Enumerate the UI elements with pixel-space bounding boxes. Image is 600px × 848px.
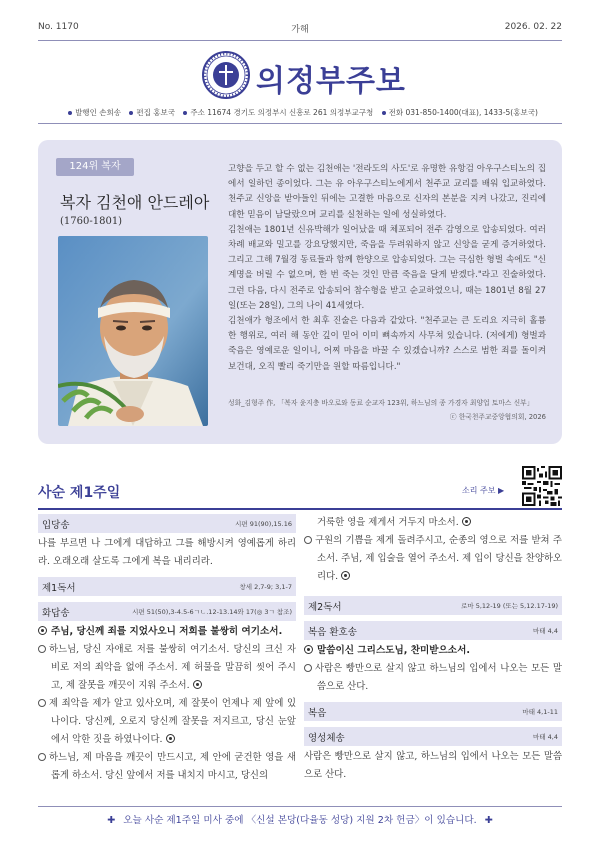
bio-paragraph: 고향을 두고 할 수 없는 김천애는 '전라도의 사도'로 유명한 유항검 아우구스티노의 집에서 일하던 종이었다. 그는 유 아우구스티노에게서 천주교 교리를 배워 입교하였다. 천주교 신앙을 받아들인 뒤에는 고결한 마음으로 신자의 본분을 지켜 나갔고, 진리에 대한 믿음이 남달랐으며 교리를 실천하는 일에 성실하였다. <box>228 164 546 220</box>
entrance-antiphon-text: 나를 부르면 나 그에게 대답하고 그를 해방시켜 영예롭게 하리라. 오래오래 살도록 그에게 복을 내리리라. <box>38 538 296 567</box>
section-name: 입당송 <box>42 520 70 531</box>
section-name: 제1독서 <box>42 583 76 594</box>
issue-number: No. 1170 <box>38 22 79 32</box>
phone: 전화 031-850-1400(대표), 1433-5(홍보국) <box>388 108 538 117</box>
psalm-response: 주님, 당신께 죄를 지었사오니 저희를 불쌍히 여기소서. <box>38 621 296 641</box>
acclamation-verse: 사람은 빵만으로 살지 않고 하느님의 입에서 나오는 모든 말씀으로 산다. <box>304 660 562 696</box>
image-caption <box>228 396 546 424</box>
copyright: ⓒ 한국천주교중앙협의회, 2026 <box>449 413 546 421</box>
header-divider <box>38 40 562 41</box>
response-mark-icon <box>193 680 202 689</box>
header-divider-2 <box>38 123 562 124</box>
verse-circle-icon <box>38 645 46 653</box>
communion-antiphon-header <box>304 727 562 746</box>
publisher: 발행인 손희송 <box>75 108 121 117</box>
scripture-ref: 창세 2,7-9; 3,1-7 <box>239 583 292 591</box>
cross-icon: ✚ <box>107 815 116 826</box>
section-name: 제2독서 <box>308 602 342 613</box>
response-mark-icon <box>166 734 175 743</box>
scripture-ref: 마태 4,4 <box>533 627 558 635</box>
qr-code-icon[interactable] <box>522 466 562 506</box>
psalm-verse: 하느님, 제 마음을 깨끗이 만드시고, 제 안에 굳건한 영을 새롭게 하소서. 당신 앞에서 저를 내치지 마시고, 당신의 <box>38 749 296 785</box>
saint-badge: 124위 복자 <box>56 158 134 176</box>
verse-circle-icon <box>38 699 46 707</box>
liturgy-right-column <box>304 514 562 784</box>
notice-text: 오늘 사순 제1주일 미사 중에 〈신설 본당(다율동 성당) 지원 2차 헌금〉이 있습니다. <box>123 815 477 826</box>
liturgy-left-column <box>38 514 296 785</box>
psalm-verse-continued: 거룩한 영을 제게서 거두지 마소서. <box>304 514 562 532</box>
response-mark-icon <box>38 626 47 635</box>
scripture-ref: 로마 5,12-19 (또는 5,12.17-19) <box>461 602 558 610</box>
liturgical-year: 가해 <box>291 25 309 35</box>
communion-antiphon-text: 사람은 빵만으로 살지 않고, 하느님의 입에서 나오는 모든 말씀으로 산다. <box>304 751 562 780</box>
caption-text: 성화_김형주 作, 「복자 윤지충 바오로와 동료 순교자 123위, 하느님의 종 가경자 최양업 토마스 신부」 <box>228 399 534 407</box>
saint-feature <box>38 140 562 444</box>
psalm-verse: 구원의 기쁨을 제게 돌려주시고, 순종의 영으로 저를 받쳐 주소서. 주님, 제 입술을 열어 주소서. 제 입이 당신을 찬양하오리다. <box>304 532 562 586</box>
diocese-seal-icon <box>201 50 251 100</box>
entrance-antiphon-header <box>38 514 296 533</box>
response-mark-icon <box>304 645 313 654</box>
saint-name: 복자 김천애 안드레아 <box>60 193 210 212</box>
responsorial-psalm-header <box>38 602 296 621</box>
scripture-ref: 마태 4,4 <box>533 733 558 741</box>
gospel-acclamation-header <box>304 621 562 640</box>
footer-notice <box>0 812 600 826</box>
issue-date: 2026. 02. 22 <box>504 22 562 32</box>
second-reading-header <box>304 596 562 615</box>
newsletter-title: 의정부주보 <box>256 64 406 99</box>
verse-circle-icon <box>304 536 312 544</box>
sunday-title: 사순 제1주일 <box>38 485 121 501</box>
scripture-ref: 시편 51(50),3-4.5-6ㄱㄴ.12-13.14와 17(◎ 3ㄱ 참조) <box>132 608 292 616</box>
footer-divider <box>38 806 562 807</box>
header-top <box>38 22 562 38</box>
response-mark-icon <box>341 571 350 580</box>
editor: 편집 홍보국 <box>136 108 175 117</box>
cross-icon: ✚ <box>484 815 493 826</box>
publisher-info <box>0 107 600 118</box>
first-reading-header <box>38 577 296 596</box>
response-mark-icon <box>462 517 471 526</box>
section-name: 복음 환호송 <box>308 627 357 638</box>
bio-paragraph: 김천애가 형조에서 한 최후 진술은 다음과 같았다. "천주교는 큰 도리요 지극히 홀륭한 행위로, 여러 해 동안 깊이 믿어 이미 뼈속까지 사무쳐 있습니다. (저에게) 형벌과 죽음은 영예로운 일이니, 어찌 마음을 바꿀 수 있겠습니까? 스스로 범한 죄를 돌이켜 보건대, 오직 빨리 죽기만을 원할 따름입니다." <box>228 316 546 372</box>
verse-circle-icon <box>38 753 46 761</box>
section-divider <box>38 508 562 510</box>
bio-paragraph: 김천애는 1801년 신유박해가 일어났을 때 체포되어 전주 감영으로 압송되었다. 여러 차례 배교와 밀고를 강요당했지만, 죽음을 두려워하지 않고 신앙을 굳게 증거하였다. 그리고 그해 7월경 동료들과 함께 한양으로 압송되었다. 그는 극심한 형벌 속에도 "신계명을 버릴 수 없으며, 한 번 죽는 것인 만큼 죽음을 달게 받겠다."라고 진술하였다. 그런 다음, 다시 전주로 압송되어 참수형을 받고 순교하였으니, 때는 1801년 8월 27일(또는 28일), 그의 나이 41세였다. <box>228 224 546 311</box>
verse-circle-icon <box>304 664 312 672</box>
section-name: 화답송 <box>42 608 70 619</box>
address: 주소 11674 경기도 의정부시 신흥로 261 의정부교구청 <box>190 108 374 117</box>
saint-portrait-image <box>58 236 208 426</box>
scripture-ref: 시편 91(90),15.16 <box>235 520 292 528</box>
psalm-verse: 제 죄악을 제가 알고 있사오며, 제 잘못이 언제나 제 앞에 있나이다. 당신께, 오로지 당신께 잘못을 저지르고, 당신 눈앞에서 악한 짓을 하였나이다. <box>38 695 296 749</box>
psalm-verse: 하느님, 당신 자애로 저를 불쌍히 여기소서. 당신의 크신 자비로 저의 죄악을 없애 주소서. 제 허물을 말끔히 씻어 주시고, 제 잘못을 깨끗이 지워 주소서. <box>38 641 296 695</box>
audio-bulletin-link[interactable]: 소리 주보 ▶ <box>462 486 505 495</box>
saint-biography <box>228 162 546 375</box>
gospel-header <box>304 702 562 721</box>
acclamation-response: 말씀이신 그리스도님, 찬미받으소서. <box>304 640 562 660</box>
section-name: 복음 <box>308 708 327 719</box>
section-name: 영성체송 <box>308 733 345 744</box>
scripture-ref: 마태 4,1-11 <box>522 708 558 716</box>
saint-years: (1760-1801) <box>60 216 123 227</box>
